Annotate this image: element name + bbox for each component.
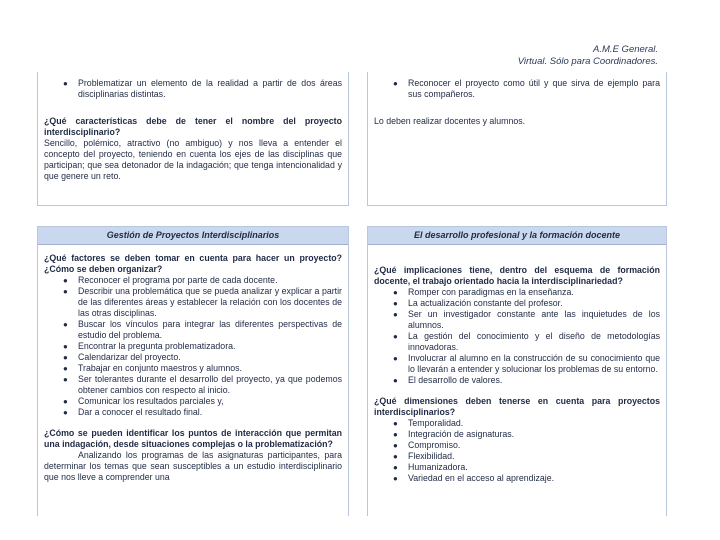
list-item: ● Ser tolerantes durante el desarrollo del proyecto, ya que podemos obtener cambios con respecto al inicio. — [63, 374, 342, 395]
bullet-icon: ● — [63, 397, 68, 406]
bullet-icon: ● — [393, 463, 398, 472]
bullet-icon: ● — [393, 332, 398, 341]
header-line-1: A.M.E General. — [593, 44, 658, 55]
bottom-left-answer-2: Analizando los programas de las asignaturas participantes, para determinar los temas que sean susceptibles a un estudio interdisciplinario que nos lleve a comprender una — [44, 450, 342, 482]
bullet-icon: ● — [393, 452, 398, 461]
list-item: ● Integración de asignaturas. — [393, 429, 515, 439]
list-item: ● Describir una problemática que se pueda analizar y explicar a partir de las diferentes áreas y establecer la relación con los docentes de las otras disciplinas. — [63, 286, 342, 318]
bullet-icon: ● — [393, 430, 398, 439]
top-left-question: ¿Qué características debe de tener el nombre del proyecto interdisciplinario? — [44, 116, 342, 137]
list-item: ● Trabajar en conjunto maestros y alumnos. — [63, 363, 242, 373]
list-item: ● La actualización constante del profesor. — [393, 298, 563, 308]
bottom-left-question-1: ¿Qué factores se deben tomar en cuenta para hacer un proyecto? ¿Cómo se deben organizar? — [44, 253, 342, 274]
top-left-panel — [37, 72, 349, 206]
bullet-icon: ● — [393, 310, 398, 319]
bottom-right-question-2: ¿Qué dimensiones deben tenerse en cuenta para proyectos interdisciplinarios? — [374, 396, 660, 417]
list-item: ● Temporalidad. — [393, 418, 464, 428]
top-left-answer: Sencillo, polémico, atractivo (no ambiguo) y nos lleva a entender el concepto del proyecto, teniendo en cuenta los ejes de las disciplinas que participan; que sea detonador de la indagación; que tenga intencionalidad y que genere un reto. — [44, 138, 342, 181]
bullet-icon: ● — [393, 474, 398, 483]
list-item: ● Problematizar un elemento de la realidad a partir de dos áreas disciplinarias distintas. — [63, 78, 342, 99]
bottom-right-panel — [367, 226, 667, 516]
bullet-icon: ● — [393, 376, 398, 385]
bottom-left-panel — [37, 226, 349, 516]
top-right-panel — [367, 72, 667, 206]
bottom-right-bullet-list-2 — [374, 418, 660, 484]
list-item: ● Buscar los vínculos para integrar las diferentes perspectivas de estudio del problema. — [63, 319, 342, 340]
list-item: ● La gestión del conocimiento y el diseño de metodologías innovadoras. — [393, 331, 660, 352]
bullet-icon: ● — [393, 288, 398, 297]
list-item: ● Dar a conocer el resultado final. — [63, 407, 203, 417]
bottom-left-bullet-list — [44, 275, 342, 418]
bullet-icon: ● — [63, 287, 68, 296]
bullet-icon: ● — [393, 441, 398, 450]
bullet-icon: ● — [63, 408, 68, 417]
top-right-bullet-list — [374, 78, 660, 100]
list-item: ● Involucrar al alumno en la construcción de su conocimiento que lo llevarán a entender y solucionar los problemas de su entorno. — [393, 353, 660, 374]
bullet-icon: ● — [393, 419, 398, 428]
list-item: ● Humanizadora. — [393, 462, 468, 472]
bullet-icon: ● — [393, 354, 398, 363]
list-item: ● Ser un investigador constante ante las inquietudes de los alumnos. — [393, 309, 660, 330]
bullet-icon: ● — [63, 364, 68, 373]
list-item: ● Reconocer el proyecto como útil y que sirva de ejemplo para sus compañeros. — [393, 78, 660, 99]
document-header — [518, 44, 658, 68]
bottom-left-question-2: ¿Cómo se pueden identificar los puntos de interacción que permitan una indagación, desde situaciones complejas o la problematización? — [44, 428, 342, 449]
list-item: ● Compromiso. — [393, 440, 461, 450]
bullet-icon: ● — [63, 79, 68, 88]
list-item: ● Encontrar la pregunta problematizadora. — [63, 341, 236, 351]
top-left-bullet-list — [44, 78, 342, 100]
list-item: ● Flexibilidad. — [393, 451, 455, 461]
list-item: ● Comunicar los resultados parciales y, — [63, 396, 224, 406]
header-line-2: Virtual. Sólo para Coordinadores. — [517, 56, 658, 67]
bottom-right-bullet-list-1 — [374, 287, 660, 386]
top-right-answer: Lo deben realizar docentes y alumnos. — [374, 116, 526, 126]
bottom-right-question-1: ¿Qué implicaciones tiene, dentro del esquema de formación docente, el trabajo orientado hacia la interdisciplinariedad? — [374, 265, 660, 286]
bullet-icon: ● — [63, 375, 68, 384]
bullet-icon: ● — [393, 79, 398, 88]
bullet-icon: ● — [63, 320, 68, 329]
panel-title: El desarrollo profesional y la formación docente — [368, 227, 666, 245]
list-item: ● Reconocer el programa por parte de cada docente. — [63, 275, 278, 285]
bullet-icon: ● — [63, 342, 68, 351]
list-item: ● Variedad en el acceso al aprendizaje. — [393, 473, 555, 483]
bullet-icon: ● — [393, 299, 398, 308]
bullet-icon: ● — [63, 276, 68, 285]
list-item: ● Calendarizar del proyecto. — [63, 352, 181, 362]
bullet-icon: ● — [63, 353, 68, 362]
panel-title: Gestión de Proyectos Interdisciplinarios — [38, 227, 348, 245]
list-item: ● El desarrollo de valores. — [393, 375, 503, 385]
list-item: ● Romper con paradigmas en la enseñanza. — [393, 287, 574, 297]
